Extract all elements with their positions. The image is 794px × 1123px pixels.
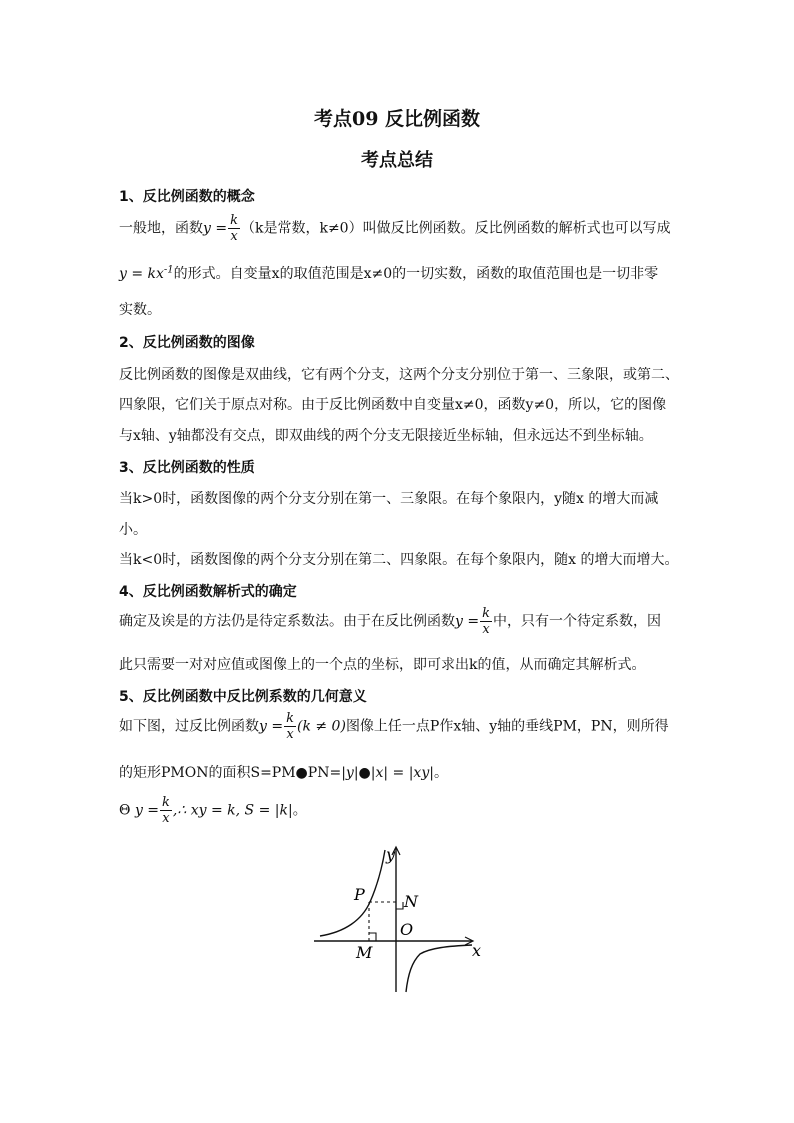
text-line: 反比例函数的图像是双曲线，它有两个分支，这两个分支分别位于第一、三象限，或第二、 bbox=[119, 367, 679, 383]
text-line: 与x轴、y轴都没有交点，即双曲线的两个分支无限接近坐标轴，但永远达不到坐标轴。 bbox=[119, 428, 653, 444]
section-heading-3: 3、反比例函数的性质 bbox=[119, 460, 255, 476]
text-line: 一般地，函数y = $\frac{k}{x}$ （k是常数，k≠0）叫做反比例函数。反比例函数的解析式也可以写成 bbox=[119, 213, 671, 244]
text-line: Θ y = $\frac{k}{x}$ ,∴ xy = k, S = |k|。 bbox=[119, 795, 307, 826]
label-n: N bbox=[404, 892, 418, 911]
hyperbola-branch-lower-right bbox=[406, 945, 472, 992]
right-angle-mark-n bbox=[396, 902, 403, 909]
text-line: 当k<0时，函数图像的两个分支分别在第二、四象限。在每个象限内，随x 的增大而增大。 bbox=[119, 552, 679, 568]
label-p: P bbox=[354, 885, 365, 904]
right-angle-mark-m bbox=[369, 933, 376, 941]
page-title: 考点09 反比例函数 bbox=[313, 108, 481, 130]
text-line: 此只需要一对对应值或图像上的一个点的坐标，即可求出k的值，从而确定其解析式。 bbox=[119, 657, 646, 673]
text-line: 如下图，过反比例函数y = $\frac{k}{x}$ (k ≠ 0)图像上任一点P作x轴、y轴的垂线PM，PN，则所得 bbox=[119, 711, 669, 742]
section-heading-2: 2、反比例函数的图像 bbox=[119, 335, 255, 351]
label-m: M bbox=[356, 943, 373, 962]
text-line: 确定及诶是的方法仍是待定系数法。由于在反比例函数y = $\frac{k}{x}$ 中，只有一个待定系数，因 bbox=[119, 606, 661, 637]
fraction: $\frac{k}{x}$ bbox=[286, 711, 294, 742]
section-heading-5: 5、反比例函数中反比例系数的几何意义 bbox=[119, 689, 367, 705]
hyperbola-figure bbox=[300, 840, 500, 1000]
text-line: 的矩形PMON的面积S=PM●PN=|y|●|x| = |xy|。 bbox=[119, 765, 448, 781]
text-line: 四象限，它们关于原点对称。由于反比例函数中自变量x≠0，函数y≠0，所以，它的图像 bbox=[119, 397, 667, 413]
label-x: x bbox=[472, 941, 482, 960]
page-subtitle: 考点总结 bbox=[361, 150, 433, 171]
text-line: $y = kx^{-1}$的形式。自变量x的取值范围是x≠0的一切实数，函数的取值范围也是一切非零 bbox=[119, 264, 659, 282]
fraction: $\frac{k}{x}$ bbox=[162, 795, 170, 826]
section-heading-4: 4、反比例函数解析式的确定 bbox=[119, 584, 297, 600]
fraction: $\frac{k}{x}$ bbox=[482, 606, 490, 637]
label-o: O bbox=[400, 920, 414, 939]
text-line: 当k>0时，函数图像的两个分支分别在第一、三象限。在每个象限内，y随x 的增大而减 bbox=[119, 491, 659, 507]
fraction: $\frac{k}{x}$ bbox=[230, 213, 238, 244]
text-line: 实数。 bbox=[119, 302, 161, 318]
label-y: y bbox=[386, 845, 396, 864]
hyperbola-branch-upper-left bbox=[320, 850, 385, 936]
text-line: 小。 bbox=[119, 522, 147, 538]
section-heading-1: 1、反比例函数的概念 bbox=[119, 189, 255, 205]
